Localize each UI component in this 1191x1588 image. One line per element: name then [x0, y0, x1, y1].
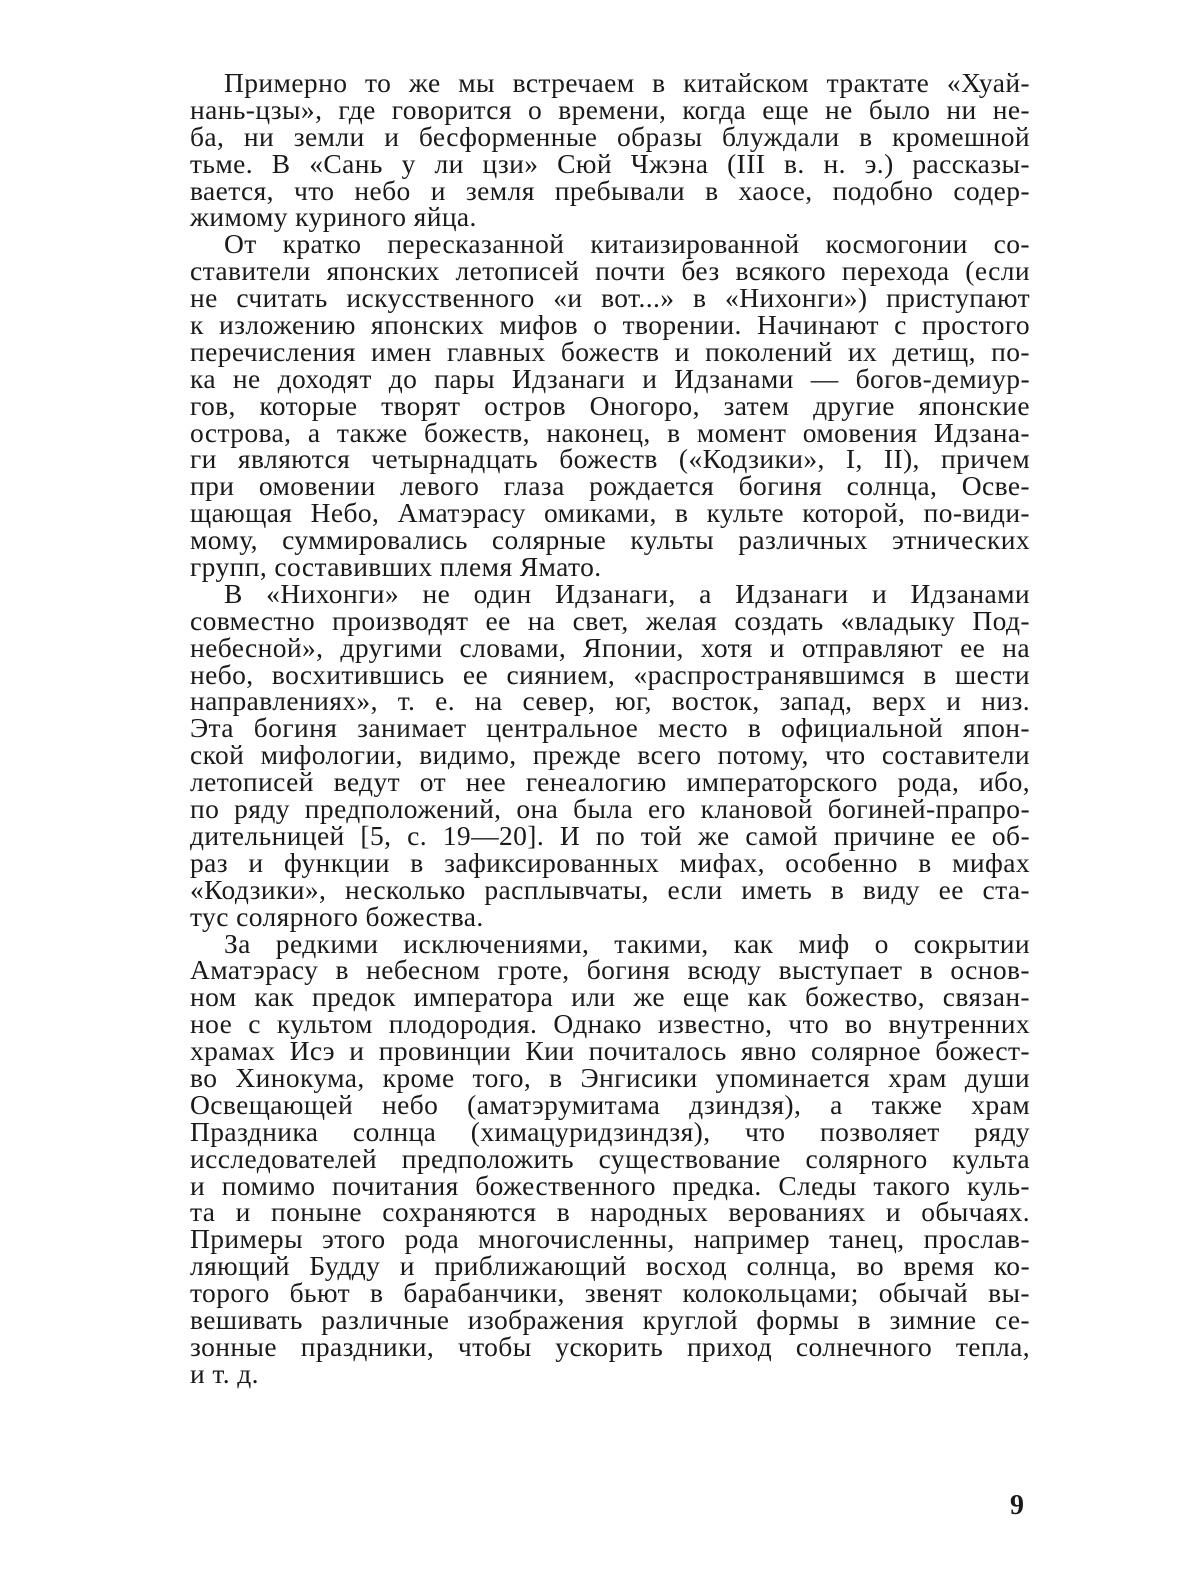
text-line: тус солярного божества.: [190, 900, 484, 932]
text-line: ляющий Будду и приближающий восход солнца, во время ко-: [190, 1250, 1030, 1282]
text-line: Эта богиня занимает центральное место в официальной япон-: [190, 712, 1030, 744]
text-line: храмах Исэ и провинции Кии почиталось явно солярное божест-: [190, 1035, 1030, 1067]
text-line: нань-цзы», где говорится о времени, когда еще не было ни не-: [190, 93, 1030, 125]
text-line: «Кодзики», несколько расплывчаты, если иметь в виду ее ста-: [190, 873, 1030, 905]
text-line: За редкими исключениями, такими, как миф о сокрытии: [224, 927, 1030, 959]
page-number: 9: [1010, 1490, 1024, 1521]
text-line: та и поныне сохраняются в народных верованиях и обычаях.: [190, 1196, 1030, 1228]
paragraph-1: [190, 67, 1030, 233]
text-line: летописей ведут от нее генеалогию императорского рода, ибо,: [190, 766, 1030, 798]
text-line: торого бьют в барабанчики, звенят колокольцами; обычай вы-: [190, 1277, 1030, 1309]
text-line: ги являются четырнадцать божеств («Кодзики», I, II), причем: [190, 443, 1030, 475]
text-line: В «Нихонги» не один Идзанаги, а Идзанаги и Идзанами: [224, 577, 1030, 609]
text-line: при омовении левого глаза рождается богиня солнца, Осве-: [190, 470, 1030, 502]
text-line: по ряду предположений, она была его клановой богиней-прапро-: [190, 793, 1030, 825]
text-line: щающая Небо, Аматэрасу омиками, в культе которой, по-види-: [190, 497, 1030, 529]
text-line: вается, что небо и земля пребывали в хаосе, подобно содер-: [190, 174, 1030, 206]
text-line: ка не доходят до пары Идзанаги и Идзанами — богов-демиур-: [190, 362, 1030, 394]
text-line: Примеры этого рода многочисленны, например танец, прослав-: [190, 1223, 1030, 1255]
text-line: не считать искусственного «и вот...» в «Нихонги») приступают: [190, 282, 1030, 314]
text-line: ской мифологии, видимо, прежде всего потому, что составители: [190, 739, 1030, 771]
body-text: [190, 67, 1030, 1389]
text-line: Аматэрасу в небесном гроте, богиня всюду выступает в основ-: [190, 954, 1030, 986]
text-line: острова, а также божеств, наконец, в момент омовения Идзана-: [190, 416, 1030, 448]
text-line: От кратко пересказанной китаизированной космогонии со-: [224, 228, 1030, 260]
text-line: гов, которые творят остров Оногоро, затем другие японские: [190, 389, 1030, 421]
text-line: дительницей [5, с. 19—20]. И по той же самой причине ее об-: [190, 819, 1030, 851]
text-line: во Хинокума, кроме того, в Энгисики упоминается храм души: [190, 1061, 1030, 1093]
text-line: ное с культом плодородия. Однако известно, что во внутренних: [190, 1008, 1030, 1040]
text-line: Примерно то же мы встречаем в китайском трактате «Хуай-: [224, 67, 1030, 98]
text-line: небо, восхитившись ее сиянием, «распространявшимся в шести: [190, 658, 1030, 690]
paragraph-2: [190, 228, 1030, 583]
text-line: вешивать различные изображения круглой формы в зимние се-: [190, 1303, 1030, 1335]
text-line: небесной», другими словами, Японии, хотя и отправляют ее на: [190, 631, 1030, 663]
text-line: мому, суммировались солярные культы различных этнических: [190, 524, 1030, 556]
text-line: и помимо почитания божественного предка. Следы такого куль-: [190, 1169, 1030, 1201]
paragraph-3: [190, 577, 1030, 932]
text-line: направлениях», т. е. на север, юг, восток, запад, верх и низ.: [190, 685, 1030, 717]
text-line: групп, составивших племя Ямато.: [190, 551, 602, 583]
text-line: ставители японских летописей почти без всякого перехода (если: [190, 255, 1030, 287]
text-line: тьме. В «Сань у ли цзи» Сюй Чжэна (III в. н. э.) рассказы-: [190, 147, 1030, 179]
text-line: Праздника солнца (химацуридзиндзя), что позволяет ряду: [190, 1115, 1030, 1147]
text-line: перечисления имен главных божеств и поколений их детищ, по-: [190, 335, 1030, 367]
text-line: ба, ни земли и бесформенные образы блуждали в кромешной: [190, 120, 1030, 152]
text-line: исследователей предположить существование солярного культа: [190, 1142, 1030, 1174]
paragraph-4: [190, 927, 1030, 1389]
text-line: и т. д.: [190, 1357, 259, 1389]
text-line: зонные праздники, чтобы ускорить приход солнечного тепла,: [190, 1330, 1030, 1362]
text-line: жимому куриного яйца.: [190, 201, 477, 233]
text-line: совместно производят ее на свет, желая создать «владыку Под-: [190, 604, 1030, 636]
text-line: раз и функции в зафиксированных мифах, особенно в мифах: [190, 846, 1030, 878]
text-line: к изложению японских мифов о творении. Начинают с простого: [190, 309, 1030, 341]
text-line: Освещающей небо (аматэрумитама дзиндзя), а также храм: [190, 1088, 1030, 1120]
text-line: ном как предок императора или же еще как божество, связан-: [190, 981, 1030, 1013]
